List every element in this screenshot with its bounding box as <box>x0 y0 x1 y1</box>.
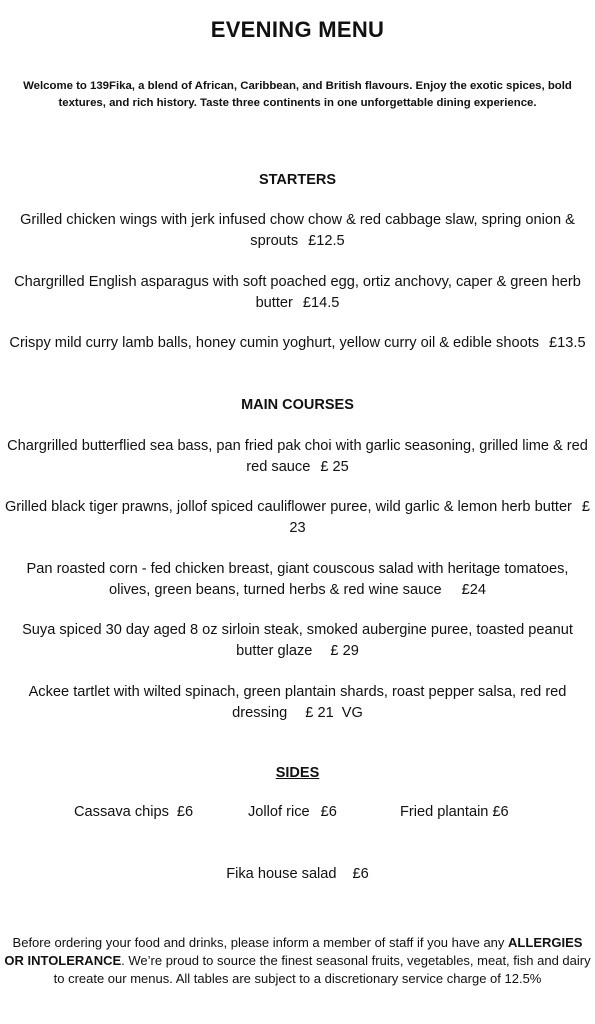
side-price: £6 <box>176 804 194 820</box>
item-price: £ 23 <box>289 499 591 536</box>
menu-item <box>4 559 591 601</box>
item-price: £ 21 VG <box>305 705 363 721</box>
menu-item <box>4 436 591 478</box>
item-description: Chargrilled butterflied sea bass, pan fried pak choi with garlic seasoning, grilled lime & red red sauce <box>7 438 588 475</box>
side-price: £6 <box>352 866 369 882</box>
menu-item <box>4 272 591 314</box>
sides-row <box>0 804 595 826</box>
page-title: EVENING MENU <box>210 17 385 42</box>
menu-item <box>4 210 591 252</box>
menu-item <box>4 682 591 724</box>
allergy-notice-emphasis: ALLERGIES OR INTOLERANCE <box>4 935 583 968</box>
side-item <box>248 804 337 820</box>
item-description: Crispy mild curry lamb balls, honey cumin yoghurt, yellow curry oil & edible shoots <box>9 335 540 351</box>
sides-heading-text: SIDES <box>275 765 320 781</box>
item-description: Ackee tartlet with wilted spinach, green plantain shards, roast pepper salsa, red red dressing <box>28 684 567 721</box>
item-price: £14.5 <box>302 295 340 311</box>
side-name: Jollof rice <box>248 804 310 820</box>
item-description: Grilled black tiger prawns, jollof spiced cauliflower puree, wild garlic & lemon herb butter <box>4 499 572 515</box>
side-name: Fried plantain <box>400 804 489 820</box>
menu-item <box>4 333 591 354</box>
item-description: Pan roasted corn - fed chicken breast, giant couscous salad with heritage tomatoes, olives, green beans, turned herbs & red wine sauce <box>26 561 569 598</box>
item-price: £ 29 <box>330 643 359 659</box>
item-price: £13.5 <box>549 335 586 351</box>
side-item <box>0 866 595 882</box>
side-item <box>400 804 509 820</box>
menu-item <box>4 620 591 662</box>
side-name: Fika house salad <box>226 866 337 882</box>
item-price: £ 25 <box>320 459 349 475</box>
sides-heading <box>0 765 595 781</box>
starters-heading: STARTERS <box>258 172 337 188</box>
menu-item <box>4 497 591 539</box>
item-price: £24 <box>461 582 486 598</box>
side-price: £6 <box>320 804 337 820</box>
intro-text: Welcome to 139Fika, a blend of African, Caribbean, and British flavours. Enjoy the exotic spices, bold textures, and rich history. Taste three continents in one unforgettable dining experience. <box>23 80 572 109</box>
allergy-notice-after: . We’re proud to source the finest seasonal fruits, vegetables, meat, fish and dairy to create our menus. All tables are subject to a discretionary service charge of 12.5% <box>53 953 591 986</box>
side-price: £6 <box>492 804 509 820</box>
item-description: Grilled chicken wings with jerk infused chow chow & red cabbage slaw, spring onion & sprouts <box>20 212 575 249</box>
side-name: Cassava chips <box>74 804 169 820</box>
main-courses-heading: MAIN COURSES <box>241 397 354 413</box>
side-item <box>74 804 193 820</box>
allergy-notice <box>4 934 591 988</box>
item-description: Suya spiced 30 day aged 8 oz sirloin steak, smoked aubergine puree, toasted peanut butter glaze <box>22 622 573 659</box>
item-price: £12.5 <box>308 233 345 249</box>
allergy-notice-before: Before ordering your food and drinks, please inform a member of staff if you have any <box>12 935 505 950</box>
item-description: Chargrilled English asparagus with soft poached egg, ortiz anchovy, caper & green herb butter <box>14 274 581 311</box>
